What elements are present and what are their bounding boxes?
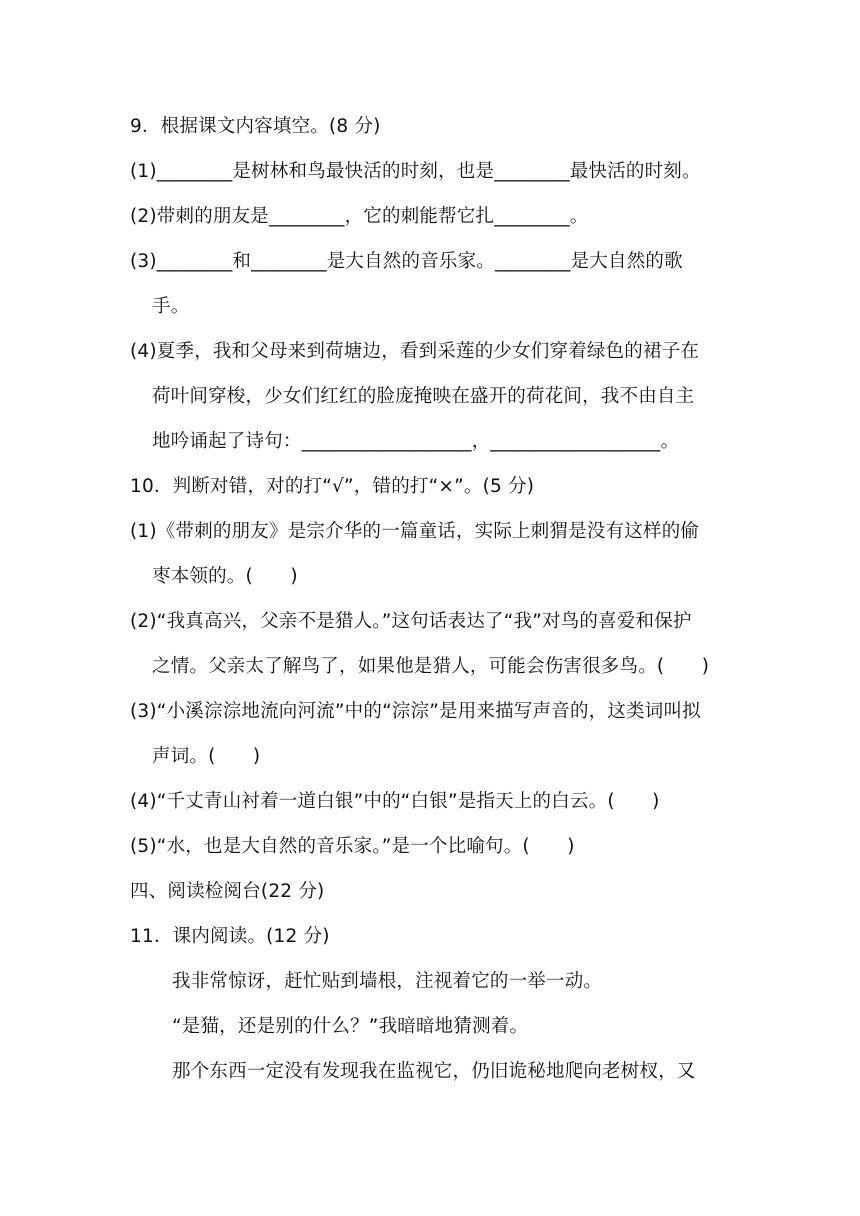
q10-item-3: (3)“小溪淙淙地流向河流”中的“淙淙”是用来描写声音的，这类词叫拟 bbox=[130, 701, 701, 722]
passage-paragraph-3: 那个东西一定没有发现我在监视它，仍旧诡秘地爬向老树杈，又 bbox=[172, 1061, 696, 1082]
q10-item-5: (5)“水，也是大自然的音乐家。”是一个比喻句。( ) bbox=[130, 836, 575, 857]
q9-item-4-cont-2: 地吟诵起了诗句：__________________，__________________。 bbox=[152, 431, 680, 452]
passage-paragraph-2: “是猫，还是别的什么？”我暗暗地猜测着。 bbox=[172, 1016, 529, 1037]
q10-item-1: (1)《带刺的朋友》是宗介华的一篇童话，实际上刺猬是没有这样的偷 bbox=[130, 521, 700, 542]
q9-item-3-cont: 手。 bbox=[152, 296, 190, 317]
q9-item-4: (4)夏季，我和父母来到荷塘边，看到采莲的少女们穿着绿色的裙子在 bbox=[130, 341, 700, 362]
passage-paragraph-1: 我非常惊讶，赶忙贴到墙根，注视着它的一举一动。 bbox=[172, 971, 603, 992]
q10-item-2-cont: 之情。父亲太了解鸟了，如果他是猎人，可能会伤害很多鸟。( ) bbox=[152, 656, 710, 677]
section-4-heading: 四、阅读检阅台(22 分) bbox=[130, 881, 325, 902]
q9-item-3: (3)________和________是大自然的音乐家。________是大自然的歌 bbox=[130, 251, 683, 272]
q10-item-3-cont: 声词。( ) bbox=[152, 746, 261, 767]
q10-item-2: (2)“我真高兴，父亲不是猎人。”这句话表达了“我”对鸟的喜爱和保护 bbox=[130, 611, 692, 632]
q9-heading: 9．根据课文内容填空。(8 分) bbox=[130, 116, 381, 137]
q11-heading: 11．课内阅读。(12 分) bbox=[130, 926, 330, 947]
q9-item-1: (1)________是树林和鸟最快活的时刻，也是________最快活的时刻。 bbox=[130, 161, 701, 182]
q9-item-4-cont-1: 荷叶间穿梭，少女们红红的脸庞掩映在盛开的荷花间，我不由自主 bbox=[152, 386, 695, 407]
q9-item-2: (2)带刺的朋友是________，它的刺能帮它扎________。 bbox=[130, 206, 589, 227]
q10-item-4: (4)“千丈青山衬着一道白银”中的“白银”是指天上的白云。( ) bbox=[130, 791, 660, 812]
q10-heading: 10．判断对错，对的打“√”，错的打“×”。(5 分) bbox=[130, 476, 535, 497]
q10-item-1-cont: 枣本领的。( ) bbox=[152, 566, 298, 587]
